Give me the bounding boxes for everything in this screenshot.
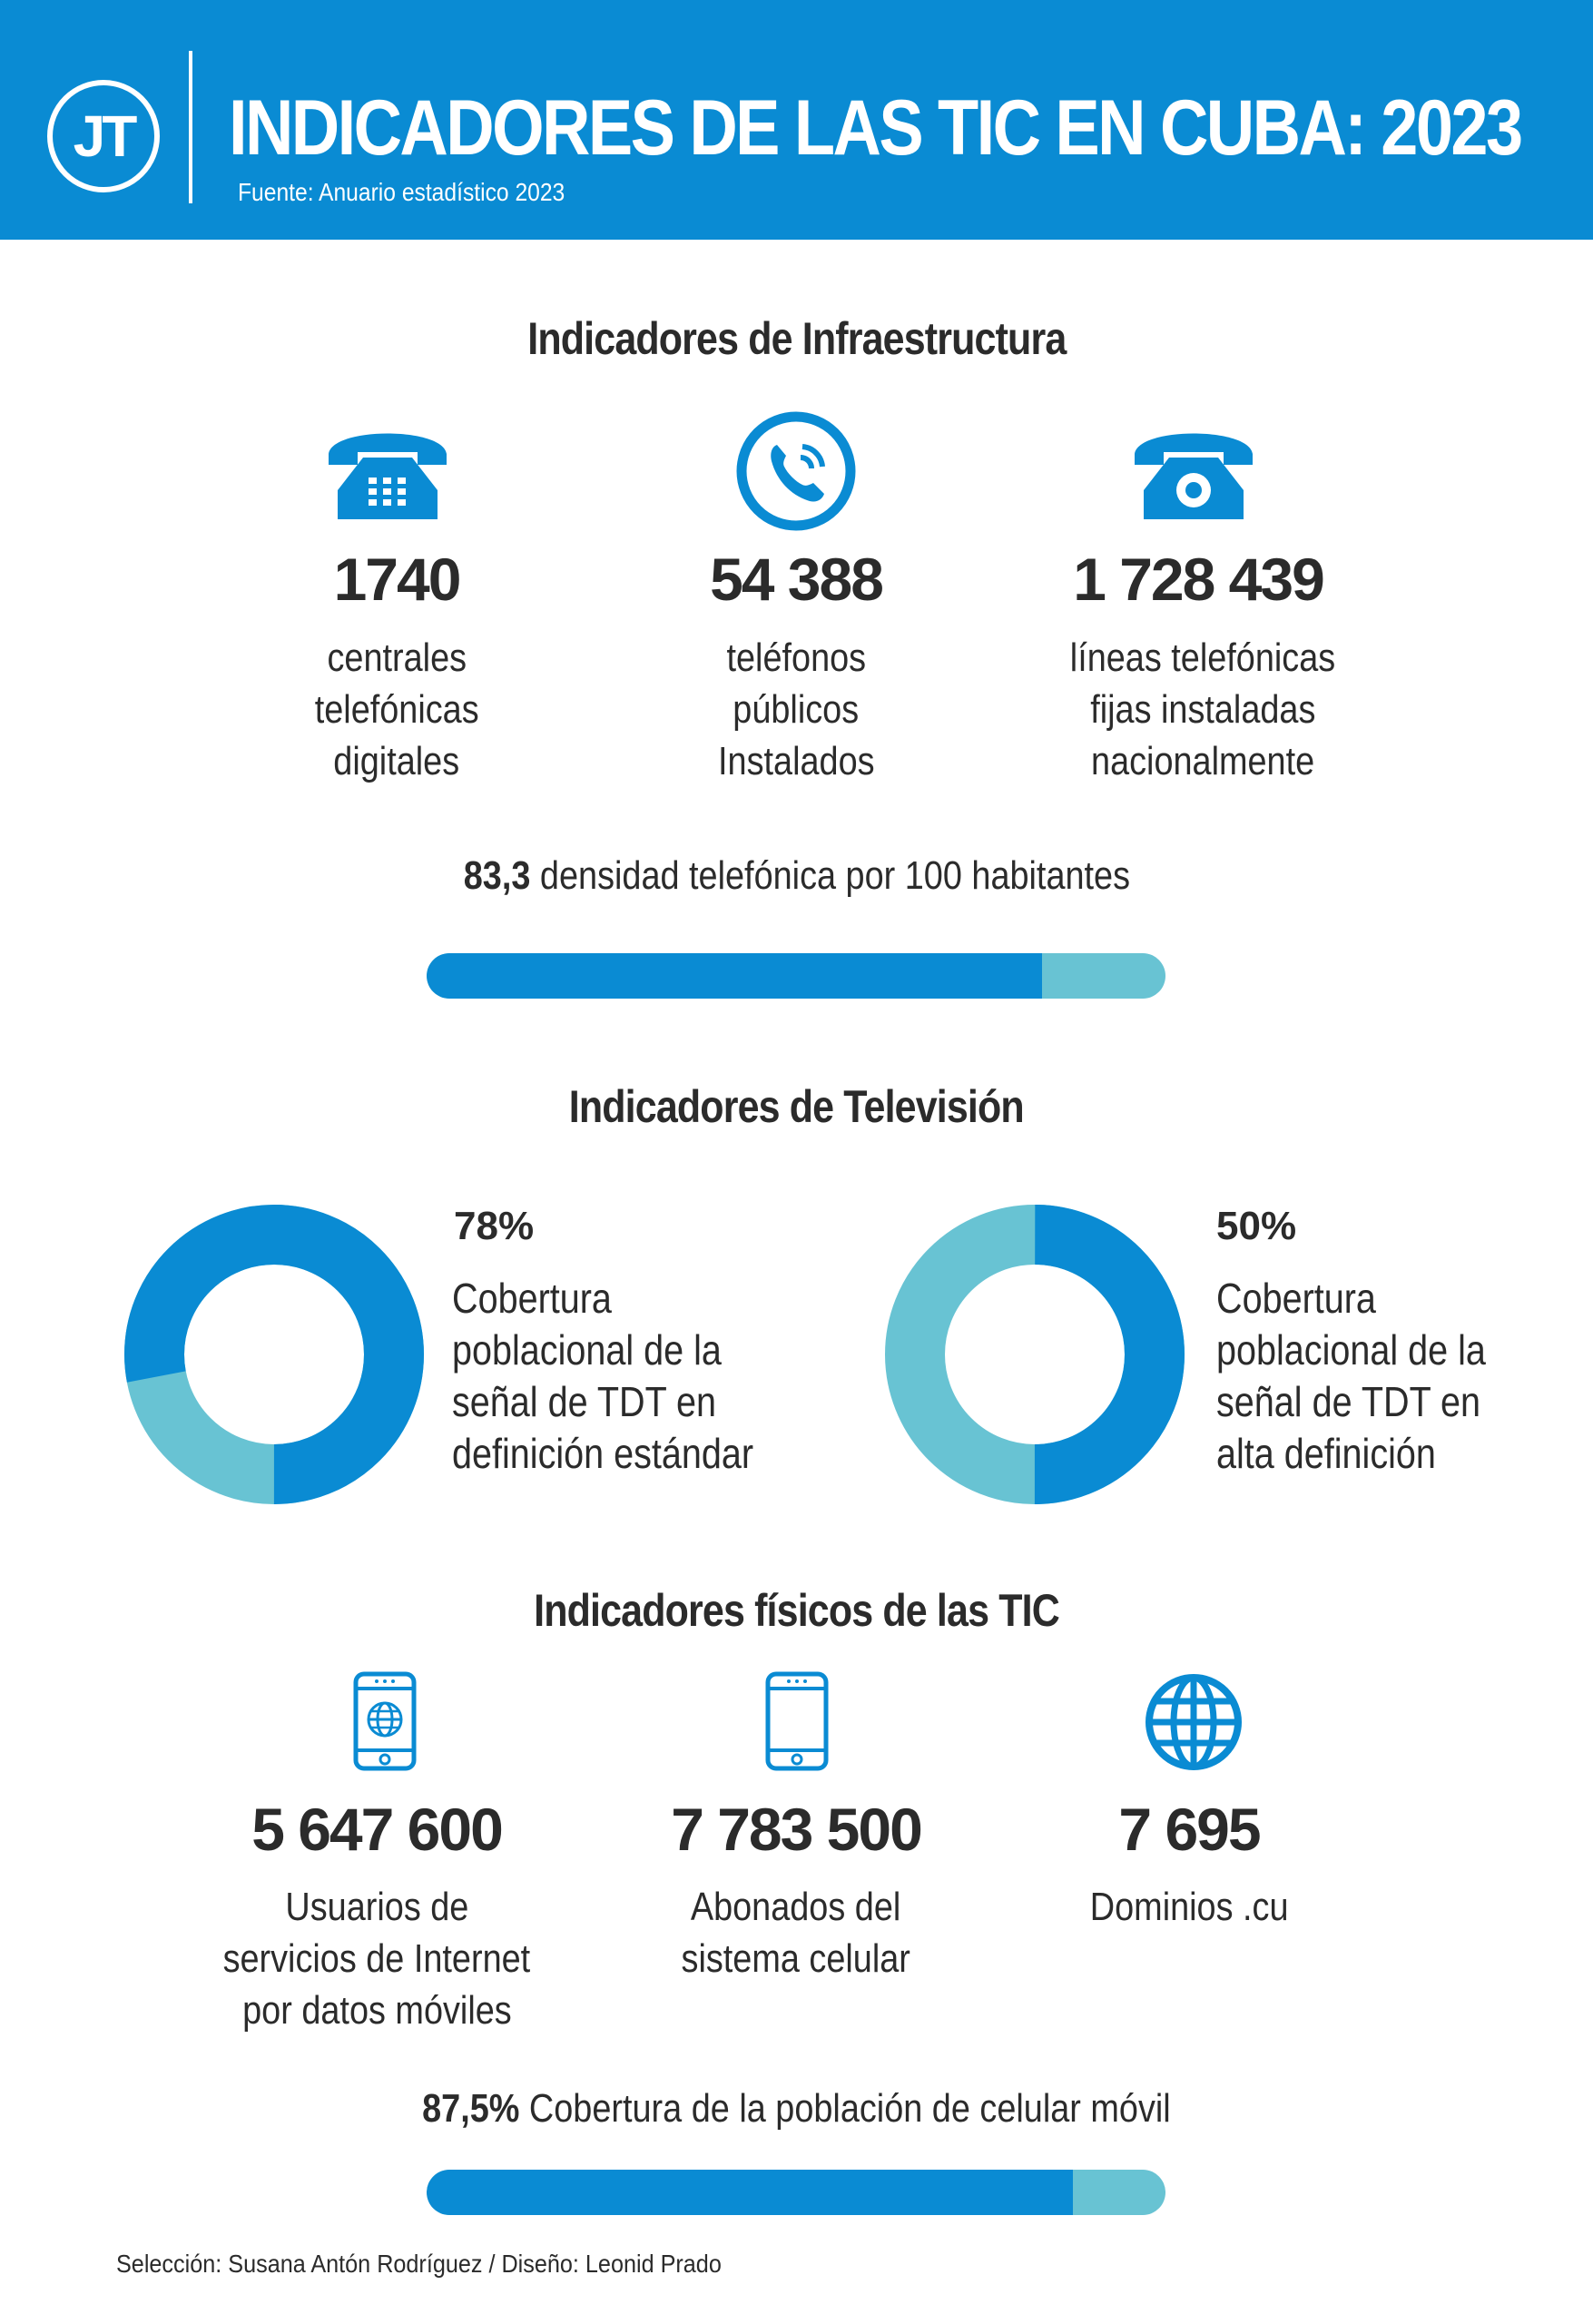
header-divider: [189, 51, 192, 203]
coverage-text: Cobertura de la población de celular móvil: [529, 2086, 1171, 2131]
credits: Selección: Susana Antón Rodríguez / Diseño: Leonid Prado: [116, 2250, 722, 2278]
coverage-value: 87,5%: [422, 2086, 520, 2131]
header-banner: [0, 0, 1593, 240]
desk-phone-keypad-icon: [323, 418, 452, 523]
donut-tdt-estandar: [124, 1205, 424, 1504]
section-title-infraestructura: Indicadores de Infraestructura: [526, 313, 1067, 364]
coverage-progress-bar: [427, 2170, 1165, 2215]
section-title-television: Indicadores de Televisión: [568, 1081, 1025, 1132]
label-dominios: Dominios .cu: [1089, 1885, 1289, 1929]
label-tdt-estandar: Cobertura poblacional de la señal de TDT en definición estándar: [452, 1275, 754, 1477]
coverage-progress-fill: [427, 2170, 1073, 2215]
coverage-stat: [0, 2086, 1593, 2132]
density-stat: [0, 853, 1593, 899]
label-abonados-celular: Abonados del sistema celular: [681, 1885, 911, 1981]
page-title: INDICADORES DE LAS TIC EN CUBA: 2023: [229, 84, 1521, 172]
desk-phone-dial-icon: [1129, 418, 1258, 523]
source-note: Fuente: Anuario estadístico 2023: [238, 178, 565, 206]
value-dominios: 7 695: [1118, 1796, 1260, 1863]
density-value: 83,3: [463, 853, 531, 898]
percent-tdt-estandar: 78%: [454, 1204, 535, 1248]
value-usuarios-internet: 5 647 600: [251, 1796, 502, 1863]
smartphone-icon: [764, 1670, 830, 1772]
density-progress-fill: [427, 953, 1042, 999]
density-text: densidad telefónica por 100 habitantes: [539, 853, 1130, 898]
label-telefonos-publicos: teléfonos públicos Instalados: [717, 635, 875, 783]
jt-logo: [47, 80, 160, 192]
donut-tdt-alta: [885, 1205, 1185, 1504]
value-telefonos-publicos: 54 388: [710, 546, 882, 613]
smartphone-globe-icon: [352, 1670, 418, 1772]
label-usuarios-internet: Usuarios de servicios de Internet por datos móviles: [222, 1885, 531, 2033]
label-lineas-fijas: líneas telefónicas fijas instaladas nacionalmente: [1069, 635, 1336, 783]
phone-call-circle-icon: [735, 410, 857, 532]
label-centrales: centrales telefónicas digitales: [314, 635, 479, 783]
globe-icon: [1144, 1672, 1244, 1772]
value-abonados-celular: 7 783 500: [671, 1796, 921, 1863]
density-progress-bar: [427, 953, 1165, 999]
label-tdt-alta: Cobertura poblacional de la señal de TDT en alta definición: [1216, 1275, 1486, 1477]
value-centrales: 1740: [333, 546, 460, 613]
section-title-fisicos: Indicadores físicos de las TIC: [534, 1585, 1059, 1636]
percent-tdt-alta: 50%: [1216, 1204, 1297, 1248]
logo-text: JT: [73, 103, 134, 169]
value-lineas-fijas: 1 728 439: [1073, 546, 1323, 613]
